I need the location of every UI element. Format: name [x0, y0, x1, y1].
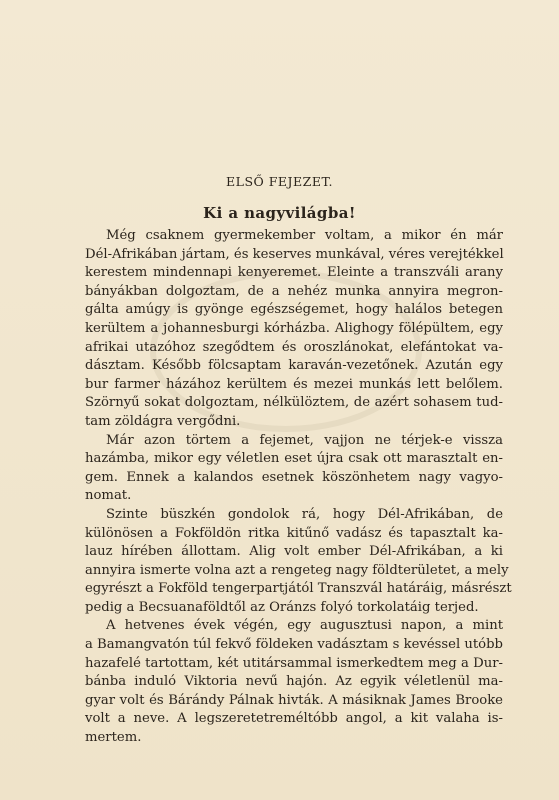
text-line: pedig a Becsuanaföldtől az Oránzs folyó torkolatáig terjed.	[85, 599, 479, 615]
text-line: Még csaknem gyermekember voltam, a mikor én már	[106, 228, 503, 243]
text-line: A hetvenes évek végén, egy augusztusi napon, a mint	[106, 618, 503, 634]
text-line: kerültem a johannesburgi kórházba. Alighogy fölépültem, egy	[85, 320, 503, 336]
text-line: Dél-Afrikában jártam, és keserves munkával, véres verejtékkel	[85, 246, 504, 262]
text-line: lauz hírében állottam. Alig volt ember Dél-Afrikában, a ki	[85, 544, 503, 560]
text-line: bur farmer házához kerültem és mezei munkás lett belőlem.	[85, 376, 503, 392]
text-line: annyira ismerte volna azt a rengeteg nagy földterületet, a mely	[85, 562, 509, 578]
body-text	[85, 227, 512, 748]
text-line: hazámba, mikor egy véletlen eset újra csak ott marasztalt en-	[85, 451, 503, 467]
text-line: különösen a Fokföldön ritka kitűnő vadász és tapasztalt ka-	[85, 525, 503, 541]
text-line: Szinte büszkén gondolok rá, hogy Dél-Afrikában, de	[106, 506, 503, 522]
text-line: nomat.	[85, 488, 132, 504]
text-line: Szörnyű sokat dolgoztam, nélkülöztem, de azért sohasem tud-	[85, 395, 503, 411]
text-line: Már azon törtem a fejemet, vajjon ne térjek-e vissza	[106, 432, 503, 448]
text-line: dásztam. Később fölcsaptam karaván-vezetőnek. Azután egy	[85, 358, 503, 374]
text-line: kerestem mindennapi kenyeremet. Eleinte a transzváli arany	[85, 265, 503, 281]
text-line: bányákban dolgoztam, de a nehéz munka annyira megron-	[85, 283, 503, 299]
text-line: gálta amúgy is gyönge egészségemet, hogy halálos betegen	[85, 302, 503, 318]
text-line: afrikai utazóhoz szegődtem és oroszlánokat, elefántokat va-	[85, 339, 503, 355]
text-line: hazafelé tartottam, két utitársammal ismerkedtem meg a Dur-	[85, 655, 503, 671]
chapter-title: Ki a nagyvilágba!	[203, 204, 356, 222]
text-line: bánba induló Viktoria nevű hajón. Az egyik véletlenül ma-	[85, 674, 503, 690]
text-line: mertem.	[85, 730, 142, 746]
text-line: volt a neve. A legszeretetreméltóbb angol, a kit valaha is-	[85, 711, 503, 727]
text-line: gyar volt és Bárándy Pálnak hivták. A másiknak James Brooke	[85, 692, 503, 708]
text-line: gem. Ennek a kalandos esetnek köszönhetem nagy vagyo-	[85, 469, 503, 485]
text-line: a Bamangvatón túl fekvő földeken vadásztam s kevéssel utóbb	[85, 637, 503, 653]
chapter-heading: ELSŐ FEJEZET.	[226, 174, 333, 189]
text-line: egyrészt a Fokföld tengerpartjától Transzvál határáig, másrészt	[85, 581, 512, 597]
text-line: tam zöldágra vergődni.	[85, 413, 241, 429]
